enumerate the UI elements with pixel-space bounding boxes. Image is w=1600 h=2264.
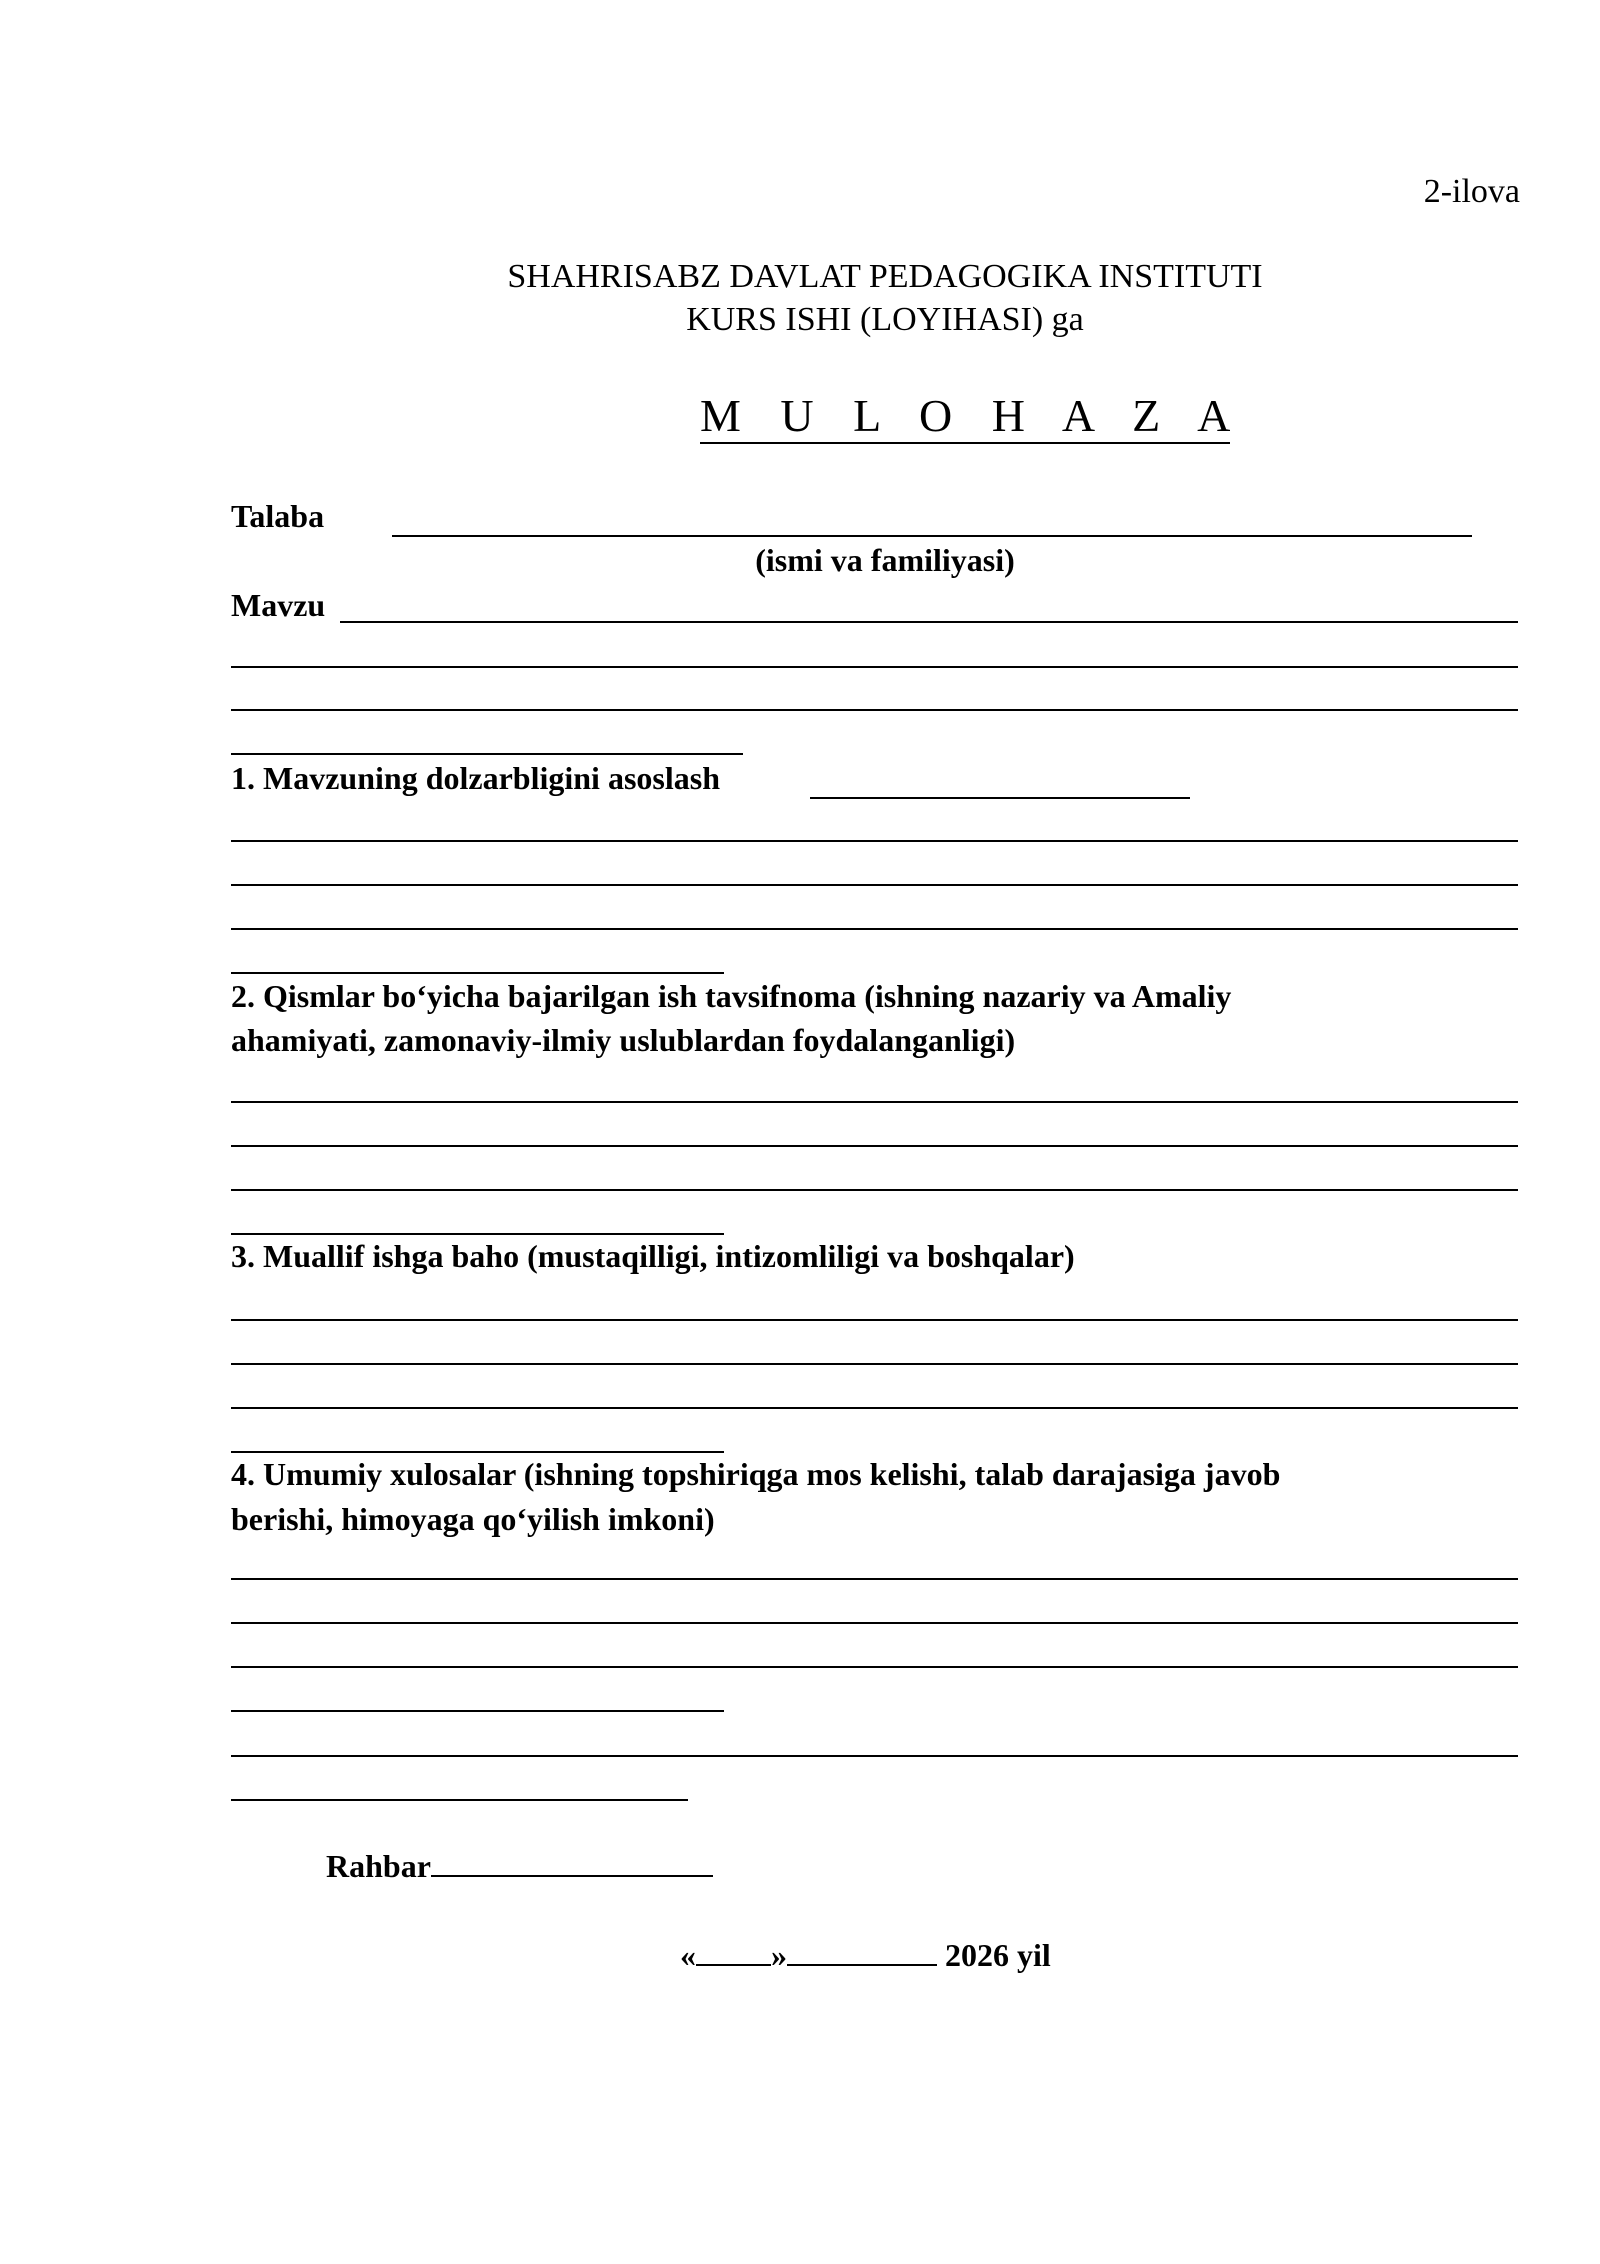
section-1-line-1[interactable] [231,840,1518,842]
section-2-heading-line-1: 2. Qismlar bo‘yicha bajarilgan ish tavsifnoma (ishning nazariy va Amaliy [231,978,1232,1014]
date-line [680,1935,1051,1975]
section-4-line-2[interactable] [231,1622,1518,1624]
topic-line-1[interactable] [340,621,1518,623]
date-year: 2026 yil [945,1937,1051,1973]
document-title: M U L O H A Z A [700,390,1245,441]
title-underline [700,442,1230,444]
section-3-line-3[interactable] [231,1407,1518,1409]
section-1-heading: 1. Mavzuning dolzarbligini asoslash [231,760,720,796]
section-3-line-2[interactable] [231,1363,1518,1365]
student-label: Talaba [231,498,325,534]
student-name-line[interactable] [392,535,1472,537]
appendix-number: 2-ilova [1423,173,1520,210]
date-month-line[interactable] [787,1964,937,1966]
section-2-line-3[interactable] [231,1189,1518,1191]
section-4-line-5[interactable] [231,1755,1518,1757]
date-open-quote: « [680,1937,696,1973]
supervisor-label: Rahbar [326,1848,431,1884]
section-4-heading-line-1: 4. Umumiy xulosalar (ishning topshiriqga mos kelishi, talab darajasiga javob [231,1456,1281,1492]
section-2-heading-line-2: ahamiyati, zamonaviy-ilmiy uslublardan foydalanganligi) [231,1022,1016,1058]
section-2-line-1[interactable] [231,1101,1518,1103]
supervisor-signature-line[interactable] [431,1875,713,1877]
section-3-heading: 3. Muallif ishga baho (mustaqilligi, intizomliligi va boshqalar) [231,1238,1075,1274]
topic-line-3[interactable] [231,709,1518,711]
topic-line-2[interactable] [231,666,1518,668]
student-name-hint: (ismi va familiyasi) [755,542,1015,578]
section-3-line-4[interactable] [231,1451,724,1453]
topic-label: Mavzu [231,587,326,623]
date-day-line[interactable] [696,1964,771,1966]
institution-name: SHAHRISABZ DAVLAT PEDAGOGIKA INSTITUTI [507,258,1263,295]
section-4-line-6[interactable] [231,1799,688,1801]
section-1-line-3[interactable] [231,928,1518,930]
section-2-line-2[interactable] [231,1145,1518,1147]
section-2-line-4[interactable] [231,1233,724,1235]
section-4-line-3[interactable] [231,1666,1518,1668]
section-1-line-4[interactable] [231,972,724,974]
section-1-line-2[interactable] [231,884,1518,886]
supervisor-signature [326,1846,713,1886]
date-close-quote: » [771,1937,787,1973]
topic-line-4[interactable] [231,753,743,755]
section-1-inline-line[interactable] [810,797,1190,799]
section-3-line-1[interactable] [231,1319,1518,1321]
document-subtitle: KURS ISHI (LOYIHASI) ga [686,301,1084,338]
section-4-line-4[interactable] [231,1710,724,1712]
section-4-heading-line-2: berishi, himoyaga qo‘yilish imkoni) [231,1501,715,1537]
section-4-line-1[interactable] [231,1578,1518,1580]
